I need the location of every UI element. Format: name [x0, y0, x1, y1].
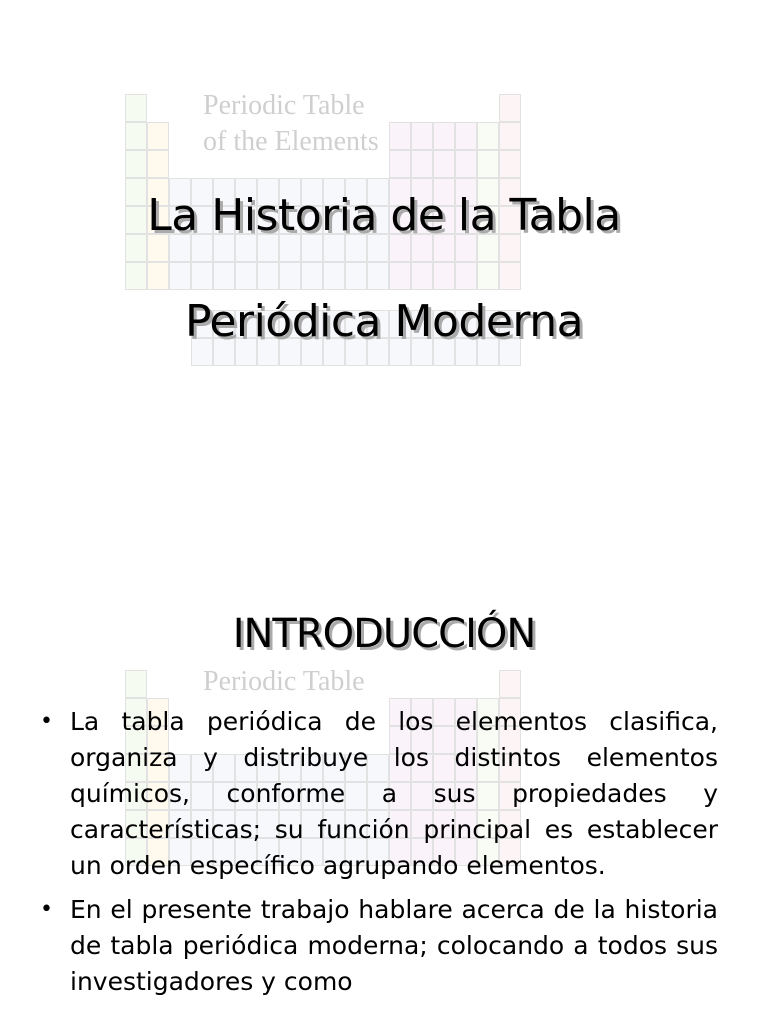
element-cell — [499, 94, 521, 122]
watermark-title-line-2: of the Elements — [203, 126, 379, 157]
element-cell — [125, 94, 147, 122]
element-cell — [213, 262, 235, 290]
bullet-text: En el presente trabajo hablare acerca de la historia de tabla periódica moderna; colocando a todos sus investigadores y como — [70, 895, 718, 996]
element-cell — [455, 122, 477, 150]
element-cell — [455, 262, 477, 290]
element-cell — [499, 150, 521, 178]
bullet-text: La tabla periódica de los elementos clasifica, organiza y distribuye los distintos elementos químicos, conforme a sus propiedades y características; su función principal es establecer un orden específico agrupando elementos. — [70, 707, 718, 880]
watermark-title — [203, 88, 379, 160]
periodic-table-watermark — [115, 78, 585, 423]
slide-title-line-2: Periódica Moderna — [184, 296, 584, 347]
element-cell — [279, 262, 301, 290]
bullet-list — [40, 704, 718, 1008]
element-cell — [147, 150, 169, 178]
watermark-title-line-1: Periodic Table — [203, 90, 365, 121]
element-cell — [125, 150, 147, 178]
element-cell — [125, 262, 147, 290]
element-cell — [169, 262, 191, 290]
element-cell — [411, 122, 433, 150]
element-cell — [147, 262, 169, 290]
element-cell — [367, 262, 389, 290]
bullet-dot-icon: • — [40, 897, 53, 922]
watermark-title — [203, 664, 365, 700]
element-cell — [433, 122, 455, 150]
slide-title-line-1: La Historia de la Tabla — [147, 190, 621, 241]
element-cell — [433, 262, 455, 290]
element-cell — [433, 150, 455, 178]
element-cell — [323, 262, 345, 290]
element-cell — [389, 122, 411, 150]
element-cell — [125, 122, 147, 150]
watermark-title-line-1: Periodic Table — [203, 666, 365, 697]
element-cell — [235, 262, 257, 290]
list-item — [40, 704, 718, 884]
element-cell — [477, 262, 499, 290]
element-cell — [477, 150, 499, 178]
element-cell — [455, 150, 477, 178]
element-cell — [499, 670, 521, 698]
list-item — [40, 892, 718, 1000]
element-cell — [411, 150, 433, 178]
bullet-dot-icon: • — [40, 709, 53, 734]
element-cell — [257, 262, 279, 290]
slide-introduction — [0, 576, 768, 1024]
element-cell — [191, 262, 213, 290]
element-cell — [301, 262, 323, 290]
element-cell — [389, 150, 411, 178]
element-cell — [345, 262, 367, 290]
element-cell — [499, 262, 521, 290]
element-cell — [147, 122, 169, 150]
section-heading: INTRODUCCIÓN — [232, 611, 536, 657]
element-cell — [477, 122, 499, 150]
element-cell — [499, 122, 521, 150]
element-cell — [411, 262, 433, 290]
element-cell — [389, 262, 411, 290]
element-cell — [125, 670, 147, 698]
